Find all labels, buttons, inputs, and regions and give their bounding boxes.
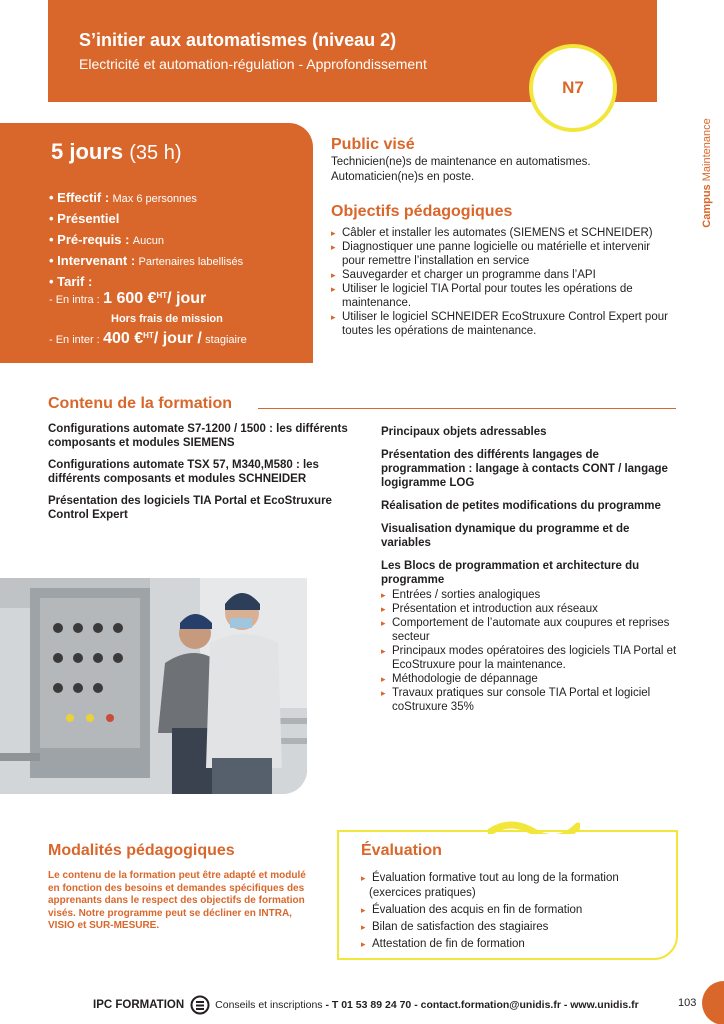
intra-note: Hors frais de mission <box>111 313 223 325</box>
training-photo-illustration <box>0 578 307 794</box>
intervenant-line: • Intervenant : Partenaires labellisés <box>49 253 244 268</box>
contenu-right-column <box>381 425 681 714</box>
course-subtitle: Electricité et automation-régulation - Approfondissement <box>79 56 427 72</box>
footer <box>93 995 639 1015</box>
footer-brand: IPC FORMATION <box>93 999 185 1011</box>
modalites-text: Le contenu de la formation peut être adapté et modulé en fonction des besoins et demandes spécifiques des apprenants dans le respect des objectifs de formation visés. Notre programme peut se décliner en INTRA, VISIO et SUR-MESURE. <box>48 870 306 931</box>
list-item: ▸ Travaux pratiques sur console TIA Portal et logiciel coStruxure 35% <box>381 686 681 714</box>
contenu-sub-list <box>381 588 681 714</box>
list-item: ▸ Diagnostiquer une panne logicielle ou matérielle et intervenir pour remettre l’installation en service <box>331 240 671 268</box>
inter-price-line: - En inter : 400 €$^{HT}$/ jour / stagiaire <box>49 330 247 347</box>
campus-side-label <box>700 108 714 238</box>
public-text: Technicien(ne)s de maintenance en automatismes. Automaticien(ne)s en poste. <box>331 156 591 183</box>
decorative-wave-icon <box>488 818 580 834</box>
list-item: ▸ Utiliser le logiciel TIA Portal pour toutes les opérations de maintenance. <box>331 282 671 310</box>
course-title: S’initier aux automatismes (niveau 2) <box>79 30 397 50</box>
public-title: Public visé <box>331 136 415 153</box>
presentiel-line: • Présentiel <box>49 211 120 226</box>
intra-price-line: - En intra : 1 600 €$^{HT}$/ jour <box>49 290 207 307</box>
list-item: ▸ Évaluation formative tout au long de la formation <box>361 871 671 886</box>
list-item: Réalisation de petites modifications du programme <box>381 500 661 512</box>
list-item: ▸ Bilan de satisfaction des stagiaires <box>361 920 671 935</box>
side-label-bold: Campus <box>701 184 713 228</box>
info-box <box>0 123 313 363</box>
level-badge-label: N7 <box>562 78 584 97</box>
evaluation-list <box>361 871 671 954</box>
list-item: ▸ Attestation de fin de formation <box>361 937 671 952</box>
page-number: 103 <box>678 997 697 1009</box>
list-item: ▸ Utiliser le logiciel SCHNEIDER EcoStruxure Control Expert pour toutes les opérations de maintenance. <box>331 310 671 338</box>
list-item: ▸ Principaux modes opératoires des logiciels TIA Portal et EcoStruxure pour la maintenance. <box>381 644 681 672</box>
objectifs-title: Objectifs pédagogiques <box>331 203 513 220</box>
list-item: Visualisation dynamique du programme et de variables <box>381 523 630 549</box>
list-item: (exercices pratiques) <box>369 887 476 899</box>
list-item: ▸ Présentation et introduction aux réseaux <box>381 602 681 616</box>
objectifs-list <box>331 226 671 338</box>
list-item: Présentation des logiciels TIA Portal et EcoStruxure Control Expert <box>48 495 332 521</box>
effectif-line: • Effectif : Max 6 personnes <box>49 190 197 205</box>
list-item: ▸ Évaluation des acquis en fin de formation <box>361 903 671 918</box>
list-item: Présentation des différents langages de programmation : langage à contacts CONT / langage logigramme LOG <box>381 449 668 489</box>
tarif-line: • Tarif : <box>49 274 93 289</box>
list-item: ▸ Câbler et installer les automates (SIEMENS et SCHNEIDER) <box>331 226 671 240</box>
corner-decoration <box>702 981 724 1024</box>
list-item: ▸ Entrées / sorties analogiques <box>381 588 681 602</box>
list-item: Configurations automate S7-1200 / 1500 : les différents composants et modules SIEMENS <box>48 423 348 449</box>
list-item: Configurations automate TSX 57, M340,M580 : les différents composants et modules SCHNEIDER <box>48 459 319 485</box>
contenu-divider <box>258 408 676 409</box>
list-item: ▸ Comportement de l’automate aux coupures et reprises secteur <box>381 616 681 644</box>
duration-hours: (35 h) <box>129 142 182 164</box>
unidis-logo-icon <box>190 995 210 1015</box>
list-item: ▸ Sauvegarder et charger un programme dans l’API <box>331 268 671 282</box>
training-photo <box>0 578 307 794</box>
side-label-rest: Maintenance <box>701 118 713 185</box>
duration: 5 jours (35 h) <box>51 139 182 164</box>
level-badge <box>529 44 617 132</box>
list-item: Principaux objets adressables <box>381 426 547 438</box>
contenu-title: Contenu de la formation <box>48 395 232 412</box>
prerequis-line: • Pré-requis : Aucun <box>49 232 164 247</box>
footer-contact: Conseils et inscriptions - T 01 53 89 24 70 - contact.formation@unidis.fr - www.unidis.fr <box>215 999 639 1011</box>
evaluation-title: Évaluation <box>361 842 442 859</box>
list-item: ▸ Méthodologie de dépannage <box>381 672 681 686</box>
modalites-title: Modalités pédagogiques <box>48 842 235 859</box>
contenu-left-column <box>48 422 358 530</box>
list-item: Les Blocs de programmation et architecture du programme <box>381 560 640 586</box>
